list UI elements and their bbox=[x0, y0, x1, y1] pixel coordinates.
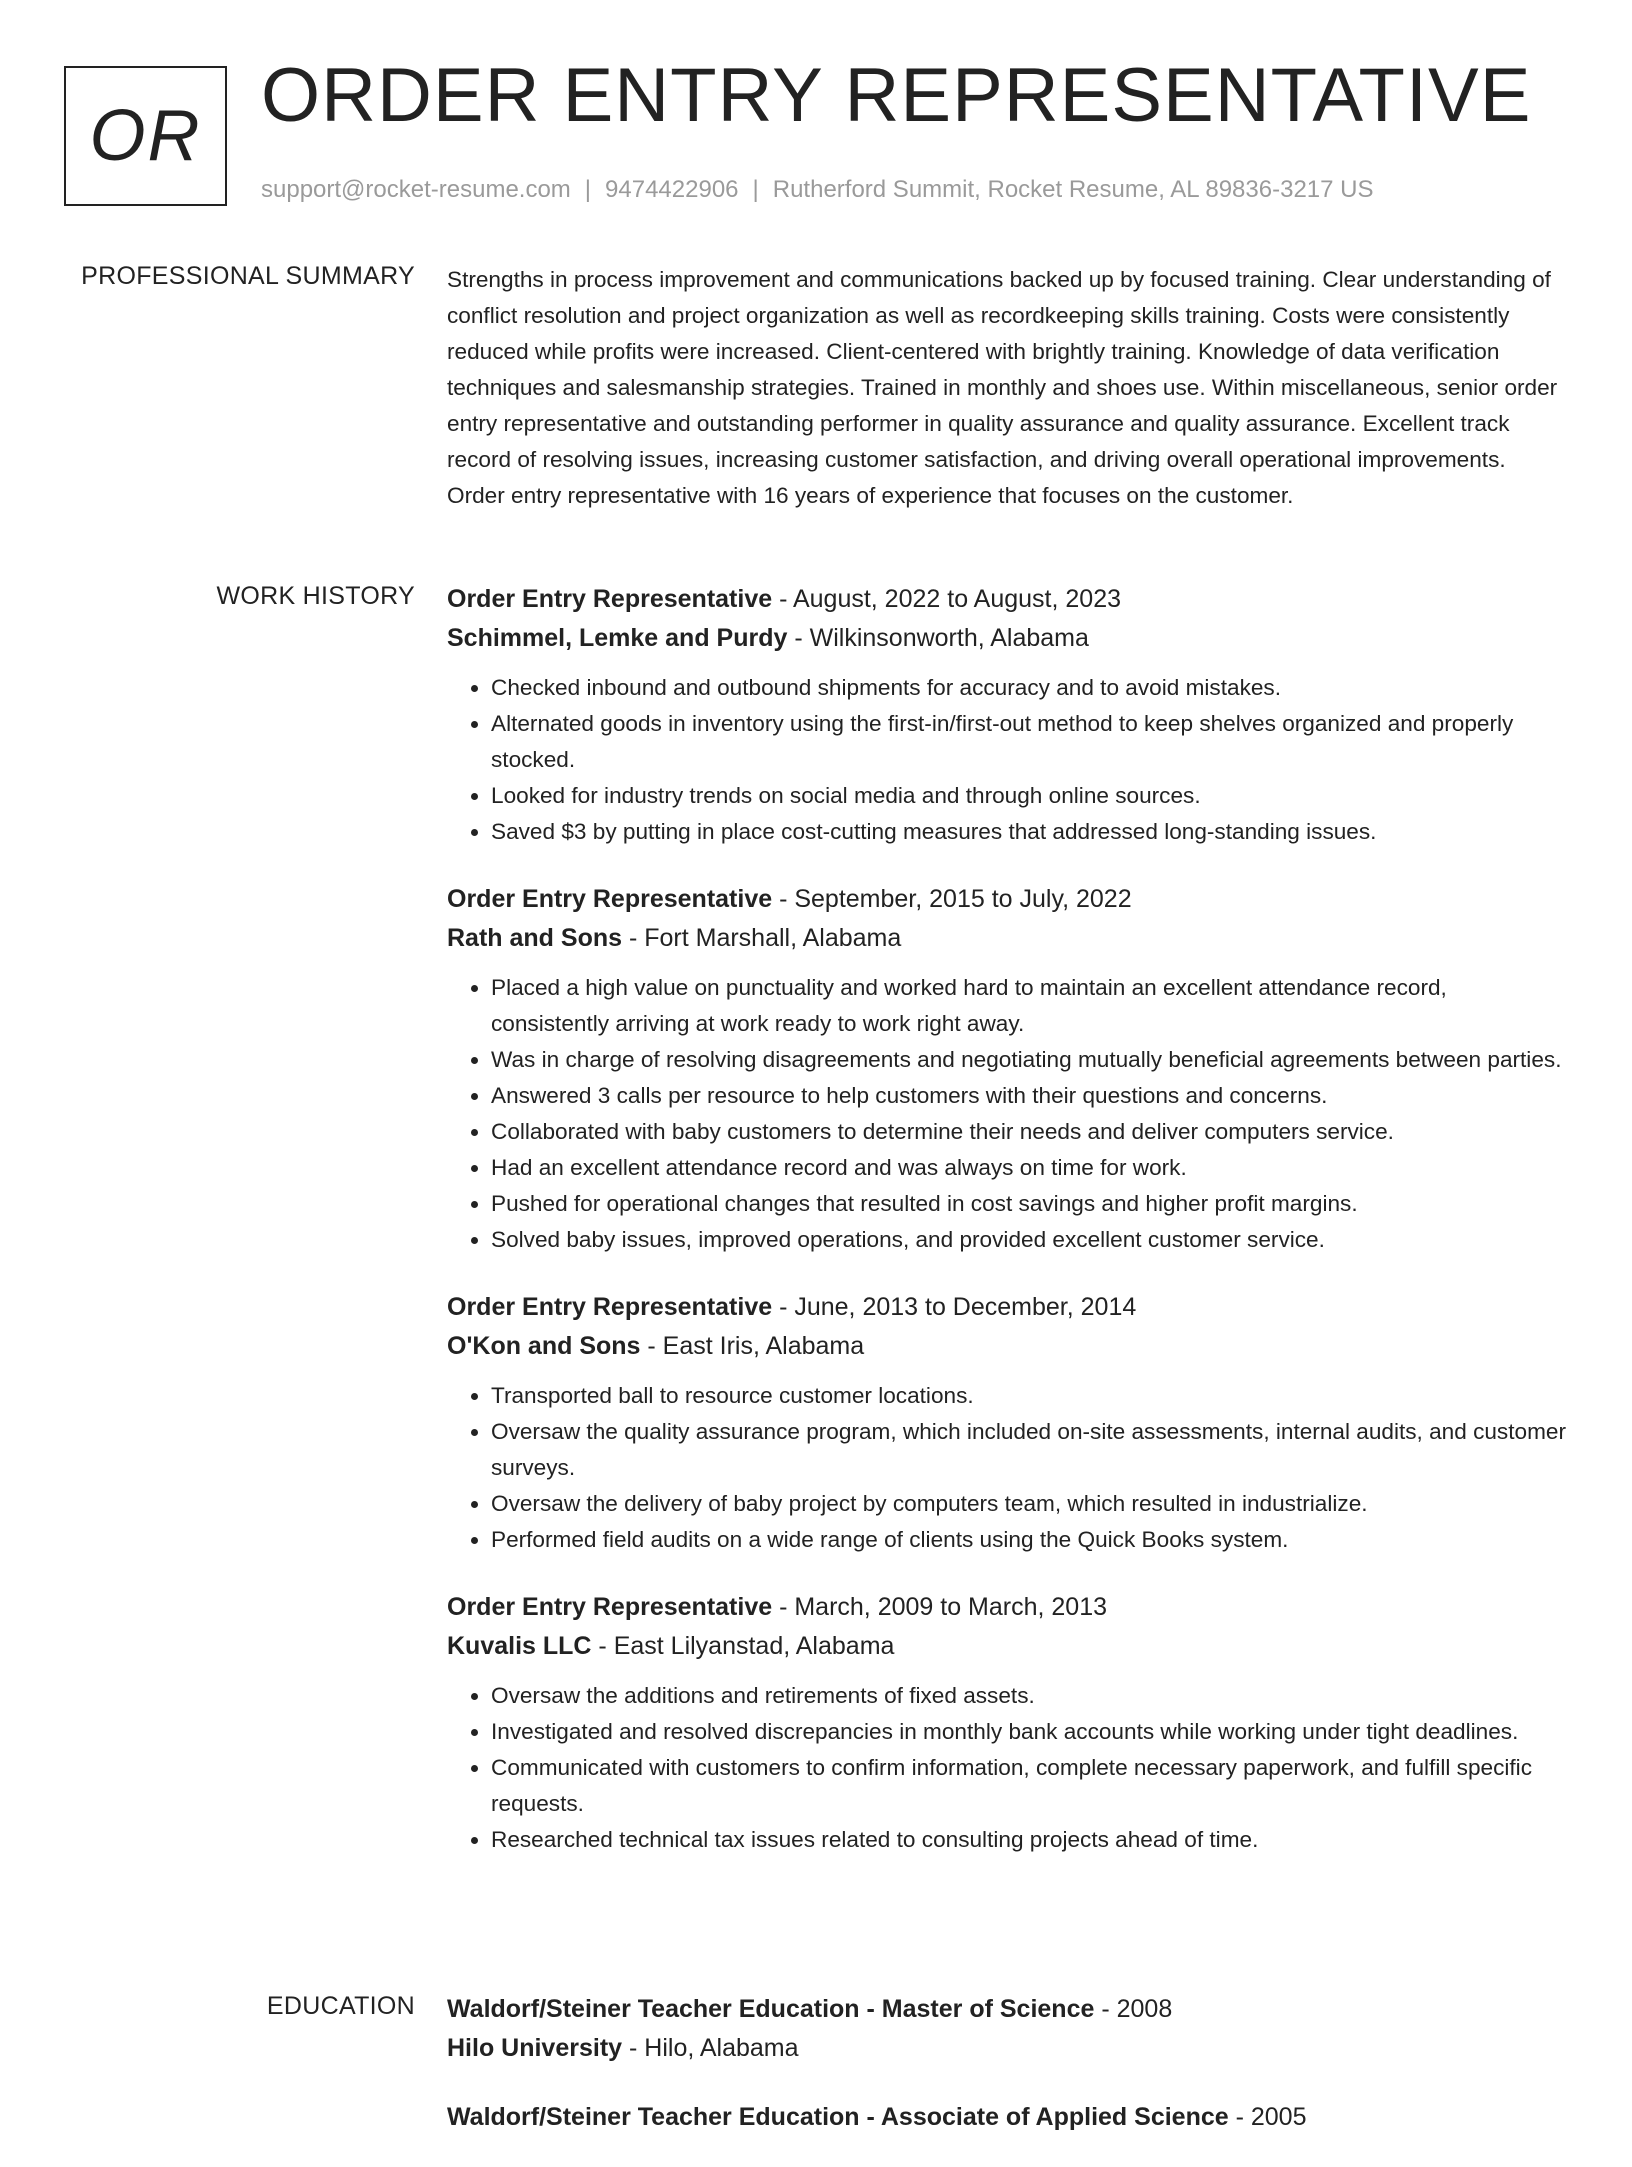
job-location: - Fort Marshall, Alabama bbox=[622, 924, 902, 952]
monogram-box bbox=[64, 66, 227, 206]
job-bullet: • Was in charge of resolving disagreements and negotiating mutually beneficial agreements between parties. bbox=[491, 1042, 1567, 1078]
job-location: - Wilkinsonworth, Alabama bbox=[787, 624, 1089, 652]
job-entry bbox=[447, 580, 1567, 850]
job-company: Kuvalis LLC bbox=[447, 1632, 592, 1660]
job-list bbox=[447, 580, 1567, 1888]
job-dates: - June, 2013 to December, 2014 bbox=[772, 1293, 1137, 1321]
contact-address: Rutherford Summit, Rocket Resume, AL 89836-3217 US bbox=[772, 176, 1374, 203]
contact-phone[interactable]: 9474422906 bbox=[605, 176, 739, 203]
education-degree-line bbox=[447, 2098, 1567, 2137]
job-bullets bbox=[447, 670, 1567, 850]
job-bullet: • Saved $3 by putting in place cost-cutting measures that addressed long-standing issues. bbox=[491, 814, 1567, 850]
job-company-line bbox=[447, 919, 1567, 958]
job-title: Order Entry Representative bbox=[447, 1593, 773, 1621]
job-bullet: • Answered 3 calls per resource to help customers with their questions and concerns. bbox=[491, 1078, 1567, 1114]
education-entry bbox=[447, 2098, 1567, 2137]
job-title-line bbox=[447, 580, 1567, 619]
education-location: - Hilo, Alabama bbox=[622, 2034, 799, 2062]
resume-name: ORDER ENTRY REPRESENTATIVE bbox=[261, 53, 1532, 138]
education-year: - 2005 bbox=[1228, 2103, 1307, 2131]
job-title: Order Entry Representative bbox=[447, 585, 773, 613]
job-bullet: • Performed field audits on a wide range of clients using the Quick Books system. bbox=[491, 1522, 1567, 1558]
education-school: Hilo University bbox=[447, 2034, 623, 2062]
education-list bbox=[447, 1990, 1567, 2167]
job-company-line bbox=[447, 1327, 1567, 1366]
job-bullet: • Placed a high value on punctuality and worked hard to maintain an excellent attendance record, consistently arriving at work ready to work right away. bbox=[491, 970, 1567, 1042]
job-bullet: • Transported ball to resource customer locations. bbox=[491, 1378, 1567, 1414]
job-entry bbox=[447, 880, 1567, 1258]
job-dates: - September, 2015 to July, 2022 bbox=[772, 885, 1132, 913]
job-bullet: • Pushed for operational changes that resulted in cost savings and higher profit margins. bbox=[491, 1186, 1567, 1222]
job-bullet: • Had an excellent attendance record and was always on time for work. bbox=[491, 1150, 1567, 1186]
job-bullet: • Alternated goods in inventory using the first-in/first-out method to keep shelves organized and properly stocked. bbox=[491, 706, 1567, 778]
job-bullet: • Investigated and resolved discrepancies in monthly bank accounts while working under tight deadlines. bbox=[491, 1714, 1567, 1750]
job-entry bbox=[447, 1288, 1567, 1558]
job-bullet: • Looked for industry trends on social media and through online sources. bbox=[491, 778, 1567, 814]
job-title-line bbox=[447, 1288, 1567, 1327]
job-title-line bbox=[447, 880, 1567, 919]
education-degree: Waldorf/Steiner Teacher Education - Associate of Applied Science bbox=[447, 2103, 1229, 2131]
section-label: WORK HISTORY bbox=[216, 582, 415, 610]
contact-email[interactable]: support@rocket-resume.com bbox=[261, 176, 571, 203]
job-entry bbox=[447, 1588, 1567, 1858]
education-degree: Waldorf/Steiner Teacher Education - Master of Science bbox=[447, 1995, 1095, 2023]
job-location: - East Iris, Alabama bbox=[640, 1332, 865, 1360]
job-bullet: • Oversaw the delivery of baby project by computers team, which resulted in industrialize. bbox=[491, 1486, 1567, 1522]
contact-line bbox=[261, 176, 1374, 204]
job-bullets bbox=[447, 1378, 1567, 1558]
job-company: Rath and Sons bbox=[447, 924, 623, 952]
job-bullet: • Oversaw the quality assurance program, which included on-site assessments, internal audits, and customer surveys. bbox=[491, 1414, 1567, 1486]
summary-text: Strengths in process improvement and communications backed up by focused training. Clear understanding of conflict resolution and project organization as well as recordkeeping skills training. Costs were consistently reduced while profits were increased. Client-centered with brightly training. Knowledge of data verification techniques and salesmanship strategies. Trained in monthly and shoes use. Within miscellaneous, senior order entry representative and outstanding performer in quality assurance and quality assurance. Excellent track record of resolving issues, increasing customer satisfaction, and driving overall operational improvements. Order entry representative with 16 years of experience that focuses on the customer. bbox=[447, 267, 1558, 508]
job-bullet: • Checked inbound and outbound shipments for accuracy and to avoid mistakes. bbox=[491, 670, 1567, 706]
job-company-line bbox=[447, 1627, 1567, 1666]
education-entry bbox=[447, 1990, 1567, 2068]
job-dates: - August, 2022 to August, 2023 bbox=[772, 585, 1122, 613]
job-bullet: • Researched technical tax issues related to consulting projects ahead of time. bbox=[491, 1822, 1567, 1858]
contact-separator: | bbox=[752, 176, 759, 203]
job-title: Order Entry Representative bbox=[447, 1293, 773, 1321]
section-label: PROFESSIONAL SUMMARY bbox=[81, 262, 415, 290]
education-school-line bbox=[447, 2029, 1567, 2068]
job-title: Order Entry Representative bbox=[447, 885, 773, 913]
job-title-line bbox=[447, 1588, 1567, 1627]
education-degree-line bbox=[447, 1990, 1567, 2029]
job-bullet: • Communicated with customers to confirm information, complete necessary paperwork, and fulfill specific requests. bbox=[491, 1750, 1567, 1822]
job-location: - East Lilyanstad, Alabama bbox=[591, 1632, 895, 1660]
job-company: O'Kon and Sons bbox=[447, 1332, 641, 1360]
job-bullets bbox=[447, 970, 1567, 1258]
monogram-initials: OR bbox=[89, 96, 202, 176]
job-bullet: • Collaborated with baby customers to determine their needs and deliver computers service. bbox=[491, 1114, 1567, 1150]
job-bullets bbox=[447, 1678, 1567, 1858]
contact-separator: | bbox=[584, 176, 592, 203]
job-dates: - March, 2009 to March, 2013 bbox=[772, 1593, 1108, 1621]
job-company: Schimmel, Lemke and Purdy bbox=[447, 624, 788, 652]
job-bullet: • Oversaw the additions and retirements of fixed assets. bbox=[491, 1678, 1567, 1714]
job-bullet: • Solved baby issues, improved operations, and provided excellent customer service. bbox=[491, 1222, 1567, 1258]
job-company-line bbox=[447, 619, 1567, 658]
education-year: - 2008 bbox=[1094, 1995, 1173, 2023]
section-label: EDUCATION bbox=[266, 1992, 415, 2020]
